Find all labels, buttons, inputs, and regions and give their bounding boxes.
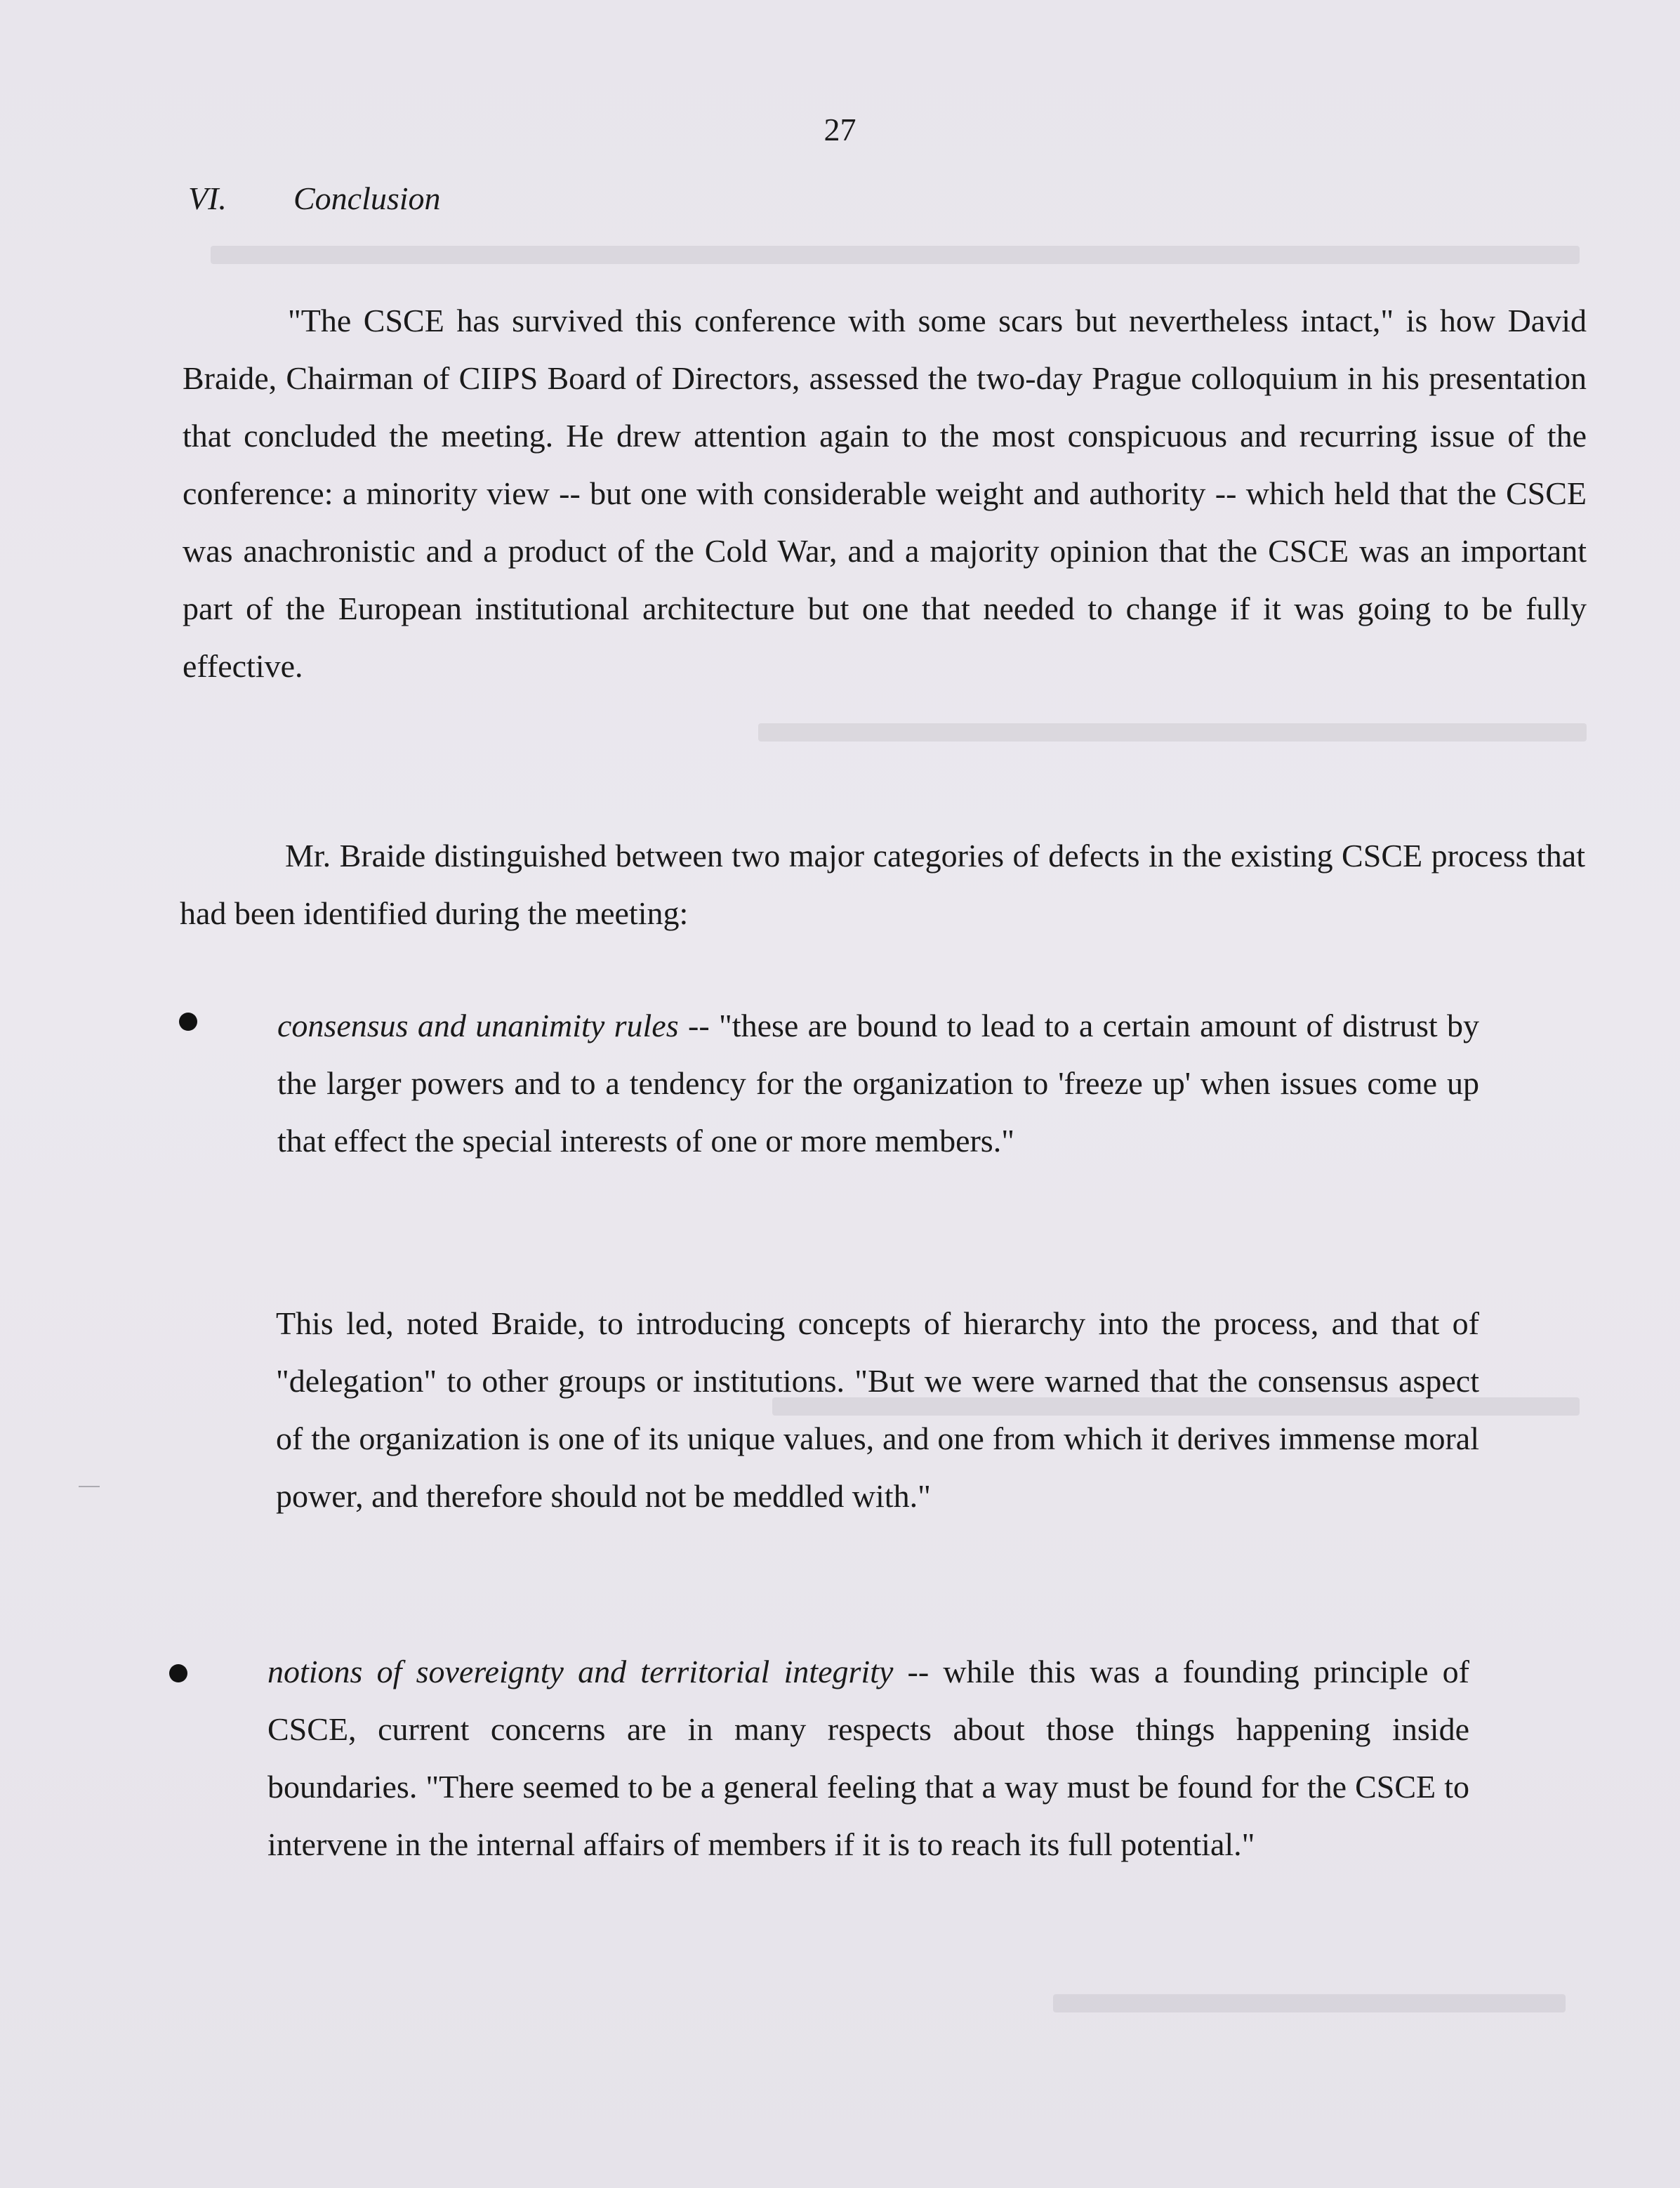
bullet-body: -- while this was a founding principle of CSCE, current concerns are in many respects about those things happening inside boundaries. "There seemed to be a general feeling that a way must be found for the CSCE to intervene in the internal affairs of members if it is to reach its full potential." <box>267 1654 1469 1862</box>
bullet-term: consensus and unanimity rules <box>277 1008 679 1043</box>
bullet-icon <box>169 1664 187 1682</box>
bullet-text <box>267 1643 1469 1873</box>
bullet-1-followup: This led, noted Braide, to introducing concepts of hierarchy into the process, and that of "delegation" to other groups or institutions. "But we were warned that the consensus aspect of the organization is one of its unique values, and one from which it derives immense moral power, and therefore should not be meddled with." <box>276 1305 1479 1514</box>
bullet-body: -- "these are bound to lead to a certain amount of distrust by the larger powers and to a tendency for the organization to 'freeze up' when issues come up that effect the special interests of one or more members." <box>277 1008 1480 1159</box>
bleed-through-shadow <box>758 723 1587 742</box>
section-title: Conclusion <box>293 180 441 216</box>
bleed-through-shadow <box>1053 1994 1566 2012</box>
page-number: 27 <box>824 112 856 147</box>
bleed-through-shadow <box>211 246 1580 264</box>
margin-mark <box>79 1486 100 1487</box>
bullet-term: notions of sovereignty and territorial integrity <box>267 1654 894 1689</box>
section-number: VI. <box>188 180 227 216</box>
bullet-text <box>277 997 1479 1170</box>
bullet-icon <box>179 1013 197 1031</box>
paragraph-1: "The CSCE has survived this conference with some scars but nevertheless intact," is how David Braide, Chairman of CIIPS Board of Directors, assessed the two-day Prague colloquium in his presentation that concluded the meeting. He drew attention again to the most conspicuous and recurring issue of the conference: a minority view -- but one with considerable weight and authority -- which held that the CSCE was anachronistic and a product of the Cold War, and a majority opinion that the CSCE was an important part of the European institutional architecture but one that needed to change if it was going to be fully effective. <box>183 303 1587 684</box>
section-heading <box>188 180 441 217</box>
paragraph-2: Mr. Braide distinguished between two major categories of defects in the existing CSCE process that had been identified during the meeting: <box>180 838 1585 931</box>
